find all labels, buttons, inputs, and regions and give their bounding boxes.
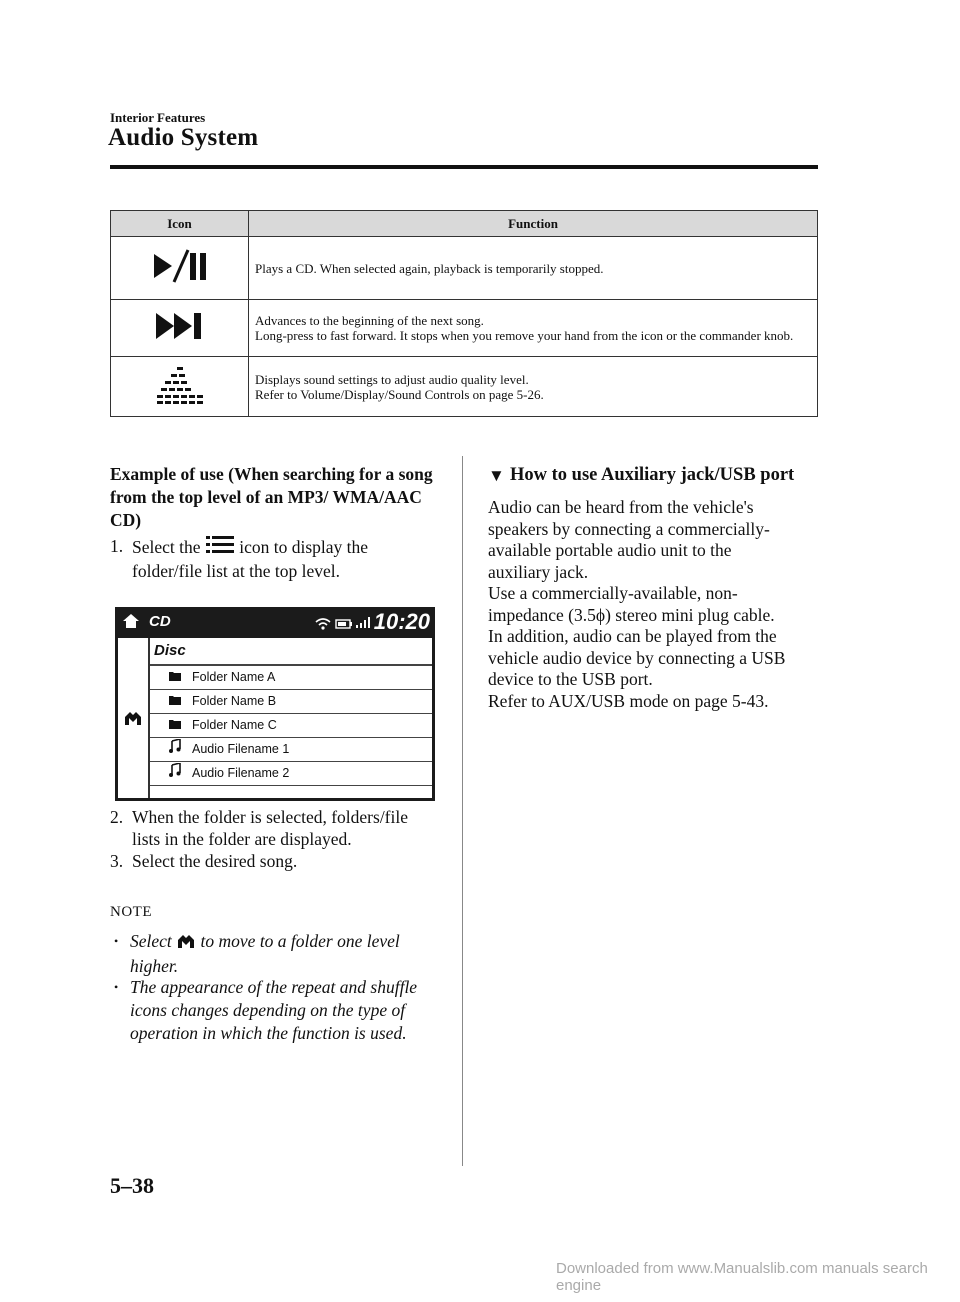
table-cell-desc: Plays a CD. When selected again, playback is temporarily stopped. <box>249 237 818 300</box>
aux-usb-heading <box>488 464 808 487</box>
equalizer-icon <box>111 357 249 417</box>
header-rule <box>110 165 818 169</box>
paragraph-line: Refer to AUX/USB mode on page 5-43. <box>488 690 769 711</box>
step-text: icon to display the folder/file list at the top level. <box>132 537 369 581</box>
note-text: Select <box>130 931 172 951</box>
music-note-icon <box>168 762 182 785</box>
paragraph-line: impedance (3.5ϕ) stereo mini plug cable. <box>488 604 775 625</box>
paragraph-line: Audio can be heard from the vehicle's <box>488 497 754 517</box>
note-item <box>110 976 440 1045</box>
desc-line: Refer to Volume/Display/Sound Controls on page 5-26. <box>255 386 544 402</box>
paragraph-line: vehicle audio device by connecting a USB <box>488 647 786 668</box>
table-header-row <box>111 211 818 237</box>
list-item[interactable] <box>150 714 432 738</box>
step-text: Select the <box>132 537 201 557</box>
cd-screen-illustration <box>115 607 435 801</box>
col-header-function: Function <box>249 211 818 237</box>
folder-up-icon[interactable] <box>123 708 143 731</box>
list-item-label: Folder Name B <box>192 694 277 708</box>
list-item[interactable] <box>150 666 432 690</box>
list-item[interactable] <box>150 690 432 714</box>
note-title: NOTE <box>110 904 152 920</box>
desc-line: Displays sound settings to adjust audio quality level. <box>255 371 529 387</box>
list-icon <box>205 535 235 560</box>
step-1 <box>110 535 440 582</box>
paragraph-line: In addition, audio can be played from the <box>488 626 777 646</box>
paragraph-line: auxiliary jack. <box>488 561 589 582</box>
step-number: 1. <box>110 536 124 556</box>
icon-function-table <box>110 210 818 417</box>
signal-icon <box>355 616 371 634</box>
wifi-icon <box>315 617 331 635</box>
paragraph-line: device to the USB port. <box>488 669 653 689</box>
screen-clock: 10:20 <box>373 609 430 634</box>
folder-icon <box>168 714 182 737</box>
footer-site-link[interactable]: Downloaded from www.Manualslib.com manuals search engine <box>556 1260 928 1294</box>
list-item[interactable] <box>150 762 432 786</box>
step-text: Select the desired song. <box>132 851 298 871</box>
aux-usb-section <box>488 464 808 712</box>
triangle-marker-icon: ▼ <box>488 466 505 485</box>
step-number: 3. <box>110 851 124 871</box>
page-title: Audio System <box>108 124 259 151</box>
list-item-label: Audio Filename 2 <box>192 766 290 780</box>
col-header-icon: Icon <box>111 211 249 237</box>
screen-topbar <box>115 607 435 637</box>
table-row <box>111 357 818 417</box>
screen-sidebar <box>118 638 150 798</box>
folder-icon <box>168 690 182 713</box>
home-icon <box>122 613 140 634</box>
list-item[interactable] <box>150 738 432 762</box>
desc-line: Advances to the beginning of the next song. <box>255 313 484 328</box>
table-row <box>111 237 818 300</box>
folder-icon <box>168 666 182 689</box>
skip-next-icon <box>111 300 249 357</box>
bullet-icon: • <box>114 980 119 994</box>
heading-text: How to use Auxiliary jack/USB port <box>510 465 795 485</box>
screen-mode: CD <box>149 613 171 630</box>
folder-up-icon <box>176 931 196 955</box>
note-item <box>110 930 440 978</box>
column-divider <box>462 456 463 1166</box>
table-row <box>111 300 818 357</box>
page-number: 5–38 <box>110 1173 154 1198</box>
note-text: to move to a folder one level higher. <box>130 931 400 976</box>
note-text: The appearance of the repeat and shuffle icons changes depending on the type of operation in which the function is used. <box>130 977 418 1043</box>
paragraph-line: available portable audio unit to the <box>488 540 732 560</box>
play-pause-icon <box>111 237 249 300</box>
section-label: Interior Features <box>110 110 206 125</box>
table-cell-desc <box>249 357 818 417</box>
aux-usb-paragraph <box>488 497 808 712</box>
paragraph-line: speakers by connecting a commercially- <box>488 518 770 539</box>
list-item-label: Folder Name A <box>192 670 276 684</box>
paragraph-line: Use a commercially-available, non- <box>488 583 738 603</box>
table-cell-desc <box>249 300 818 357</box>
step-3 <box>110 850 440 872</box>
screen-panel <box>118 638 432 798</box>
disc-label: Disc <box>150 638 432 666</box>
step-2 <box>110 806 440 850</box>
music-note-icon <box>168 738 182 761</box>
list-item-label: Folder Name C <box>192 718 277 732</box>
desc-line: Long-press to fast forward. It stops when you remove your hand from the icon or the commander knob. <box>255 328 794 343</box>
step-number: 2. <box>110 807 124 827</box>
battery-icon <box>335 617 353 635</box>
example-heading: Example of use (When searching for a song from the top level of an MP3/ WMA/AAC CD) <box>110 464 433 530</box>
step-text: When the folder is selected, folders/file lists in the folder are displayed. <box>132 807 409 849</box>
list-item-label: Audio Filename 1 <box>192 742 290 756</box>
file-list <box>150 638 432 786</box>
bullet-icon: • <box>114 934 119 948</box>
